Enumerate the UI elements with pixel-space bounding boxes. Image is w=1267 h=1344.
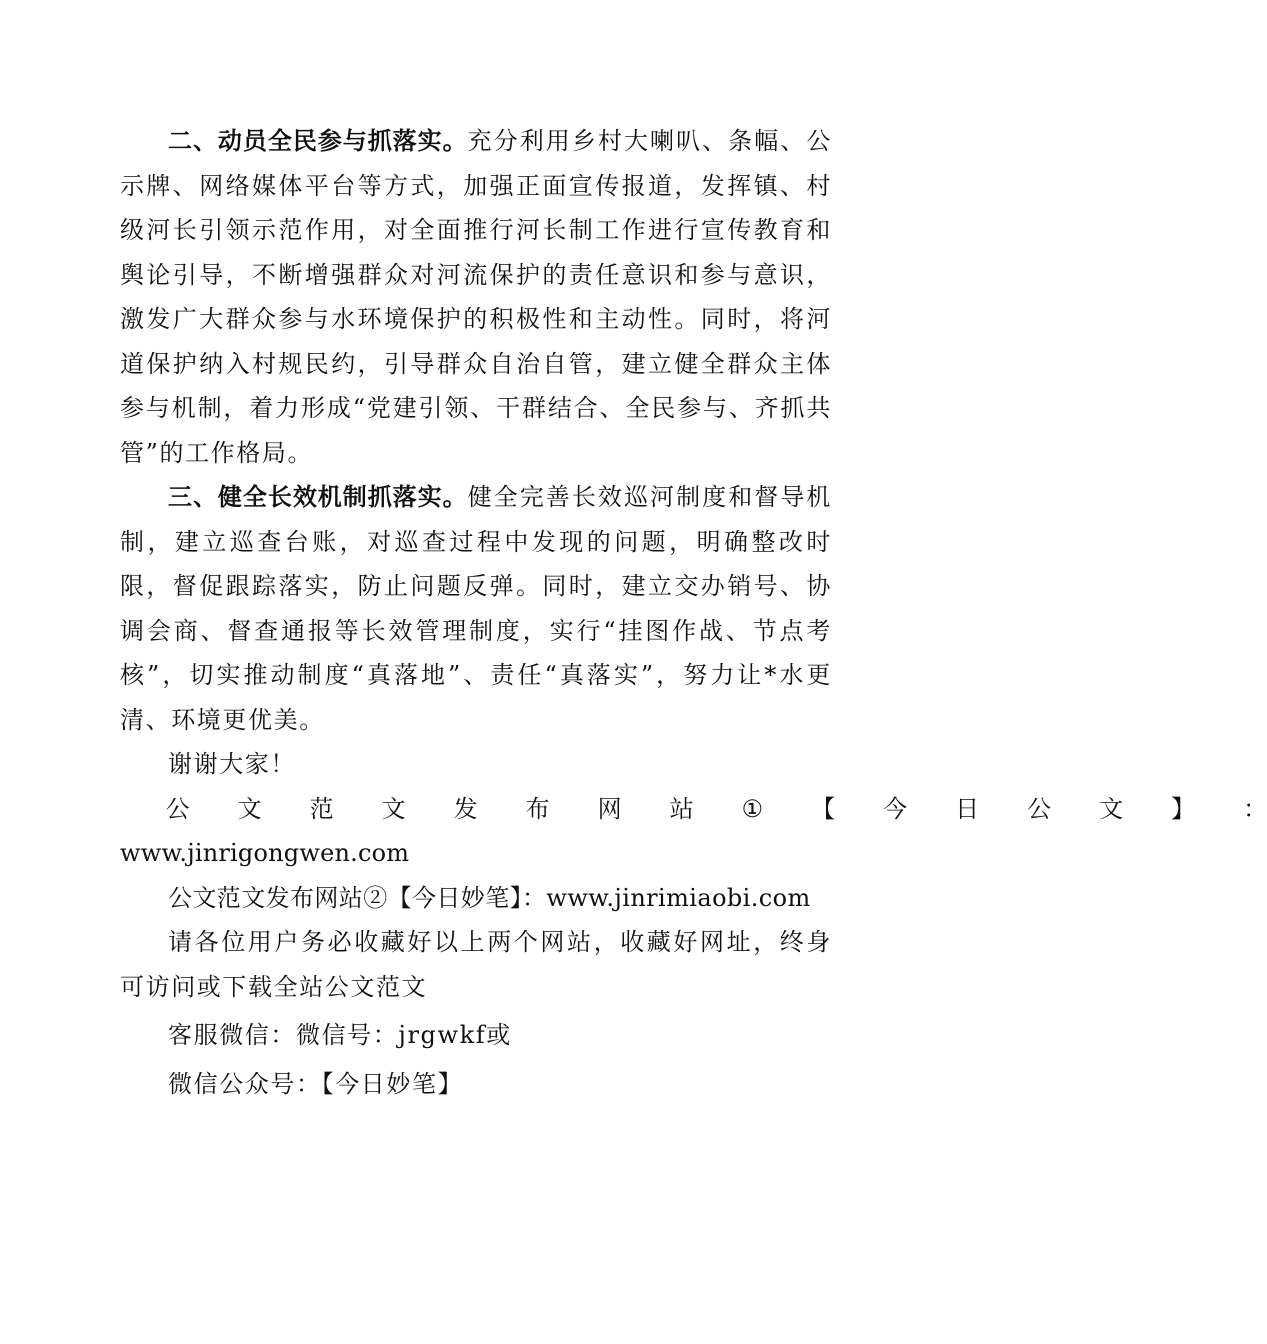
site-one-label-char: 今 [883,794,908,823]
site-two-line: 公文范文发布网站②【今日妙笔】：www.jinrimiaobi.com [168,883,811,912]
paragraph-section-two [120,119,832,475]
site-one-label-char: 网 [597,794,622,823]
site-one-label [118,787,1267,832]
site-one-label-char: 文 [237,794,262,823]
official-account-line: 微信公众号：【今日妙笔】 [168,1069,464,1098]
customer-service-line: 客服微信：微信号：jrgwkf或 [168,1021,512,1049]
site-one-label-char: 公 [1027,794,1052,823]
site-one-label-char: 】 [1171,794,1196,823]
section-three-body: 健全完善长效巡河制度和督导机制，建立巡查台账，对巡查过程中发现的问题，明确整改时限，督促跟踪落实，防止问题反弹。同时，建立交办销号、协调会商、督查通报等长效管理制度，实行“挂图作战、节点考核”，切实推动制度“真落地”、责任“真落实”，努力让*水更清、环境更优美。 [120,483,833,734]
site-one-url: www.jinrigongwen.com [120,839,410,867]
site-one-label-char: 范 [309,794,334,823]
site-one-label-char: 发 [453,794,478,823]
section-three-heading: 三、健全长效机制抓落实。 [168,483,468,511]
document-body [120,119,1267,1106]
site-one-paragraph [120,787,1267,876]
site-one-label-char: ① [741,794,764,823]
site-one-label-char: 日 [955,794,980,823]
site-one-label-char: 站 [669,794,694,823]
site-one-label-char: 文 [381,794,406,823]
site-one-label-char: ： [1243,794,1267,823]
section-two-heading: 二、动员全民参与抓落实。 [168,127,468,155]
site-one-label-char: 文 [1099,794,1124,823]
site-one-label-char: 公 [165,794,190,823]
paragraph-section-three [120,475,832,742]
site-one-label-char: 【 [811,794,836,823]
closing-line: 谢谢大家！ [168,750,296,778]
reminder-paragraph: 请各位用户务必收藏好以上两个网站，收藏好网址，终身可访问或下载全站公文范文 [120,928,832,1001]
section-two-body: 充分利用乡村大喇叭、条幅、公示牌、网络媒体平台等方式，加强正面宣传报道，发挥镇、村级河长引领示范作用，对全面推行河长制工作进行宣传教育和舆论引导，不断增强群众对河流保护的责任意识和参与意识，激发广大群众参与水环境保护的积极性和主动性。同时，将河道保护纳入村规民约，引导群众自治自管，建立健全群众主体参与机制，着力形成“党建引领、干群结合、全民参与、齐抓共管”的工作格局。 [120,127,833,467]
site-one-label-char: 布 [525,794,550,823]
